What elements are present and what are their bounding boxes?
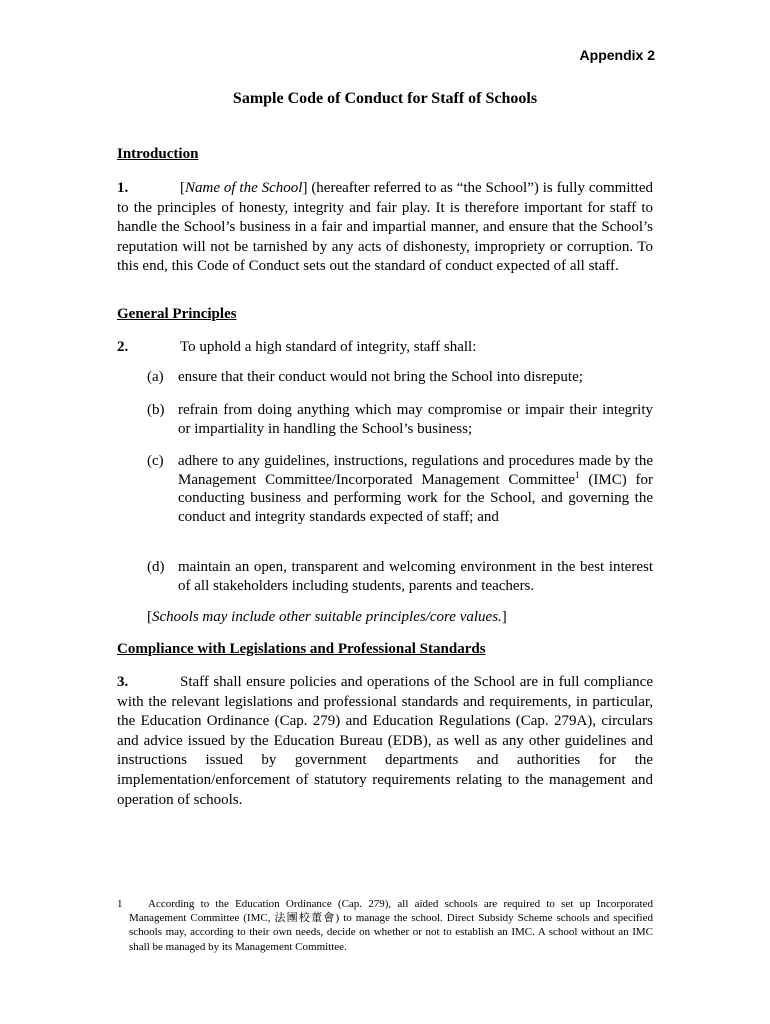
list-item-text: refrain from doing anything which may compromise or impair their integrity or impartiality in handling the School’s business; — [178, 402, 653, 437]
schools-note-text: Schools may include other suitable principles/core values. — [152, 609, 502, 625]
paragraph-number: 2. — [117, 339, 129, 355]
heading-compliance: Compliance with Legislations and Professional Standards — [117, 641, 486, 657]
document-title: Sample Code of Conduct for Staff of Schools — [232, 90, 538, 107]
paragraph-1-text: (hereafter referred to as “the School”) is fully committed to the principles of honesty, integrity and fair play. It is therefore important for staff to handle the School’s business in a fair and impartial manner, and ensure that the School’s reputation will not be tarnished by any acts of dishonesty, impropriety or corruption. To this end, this Code of Conduct sets out the standard of conduct expected of all staff. — [117, 180, 653, 275]
paragraph-number: 3. — [117, 674, 129, 690]
footnote-ref: 1 — [575, 469, 580, 480]
list-item-a — [147, 368, 653, 387]
list-item-label: (d) — [147, 559, 165, 575]
list-item-label: (a) — [147, 369, 164, 385]
heading-general-principles: General Principles — [117, 306, 237, 322]
footnote-number: 1 — [117, 898, 123, 910]
paragraph-number: 1. — [117, 180, 129, 196]
list-item-text: maintain an open, transparent and welcoming environment in the best interest of all stakeholders including students, parents and teachers. — [178, 559, 653, 594]
paragraph-3-text: Staff shall ensure policies and operations of the School are in full compliance with the relevant legislations and professional standards and requirements, in particular, the Education Ordinance (Cap. 279) and Education Regulations (Cap. 279A), circulars and advice issued by the Education Bureau (EDB), as well as any other guidelines and instructions issued by government departments and authorities for the implementation/enforcement of statutory requirements relating to the management and operation of schools. — [117, 674, 653, 808]
list-item-b — [147, 401, 653, 438]
appendix-label: Appendix 2 — [579, 47, 655, 63]
footnote — [117, 897, 653, 954]
list-item-text — [178, 452, 653, 526]
list-item-text-part: (IMC) for conducting business and performing work for the School, and governing the conduct and integrity standards expected of staff; and — [178, 471, 653, 525]
paragraph-1: 1. [Name of the School] (hereafter referred to as “the School”) is fully committed to the principles of honesty, integrity and fair play. It is therefore important for staff to handle the School’s business in a fair and impartial manner, and ensure that the School’s reputation will not be tarnished by any acts of dishonesty, impropriety or corruption. To this end, this Code of Conduct sets out the standard of conduct expected of all staff. — [117, 180, 653, 275]
list-item-label: (b) — [147, 402, 165, 418]
list-item-d — [147, 558, 653, 595]
paragraph-2-lead: To uphold a high standard of integrity, staff shall: — [180, 339, 477, 355]
footnote-text: According to the Education Ordinance (Cap. 279), all aided schools are required to set up Incorporated Management Committee (IMC, 法團校董會) to manage the school. Direct Subsidy Scheme schools and specified schools may, according to their own needs, decide on whether or not to establish an IMC. A school without an IMC shall be managed by its Management Committee. — [129, 898, 653, 953]
heading-introduction: Introduction — [117, 146, 199, 162]
list-item-label: (c) — [147, 453, 164, 469]
list-item-c — [147, 452, 653, 526]
school-name-placeholder: Name of the School — [185, 180, 303, 196]
list-item-text-part: adhere to any guidelines, instructions, regulations and procedures made by the Management Committee/Incorporated Management Committee — [178, 453, 653, 488]
paragraph-3 — [117, 673, 653, 810]
list-item-text: ensure that their conduct would not bring the School into disrepute; — [178, 369, 583, 385]
paragraph-2 — [117, 339, 476, 356]
schools-note: [Schools may include other suitable principles/core values.] — [147, 609, 507, 625]
